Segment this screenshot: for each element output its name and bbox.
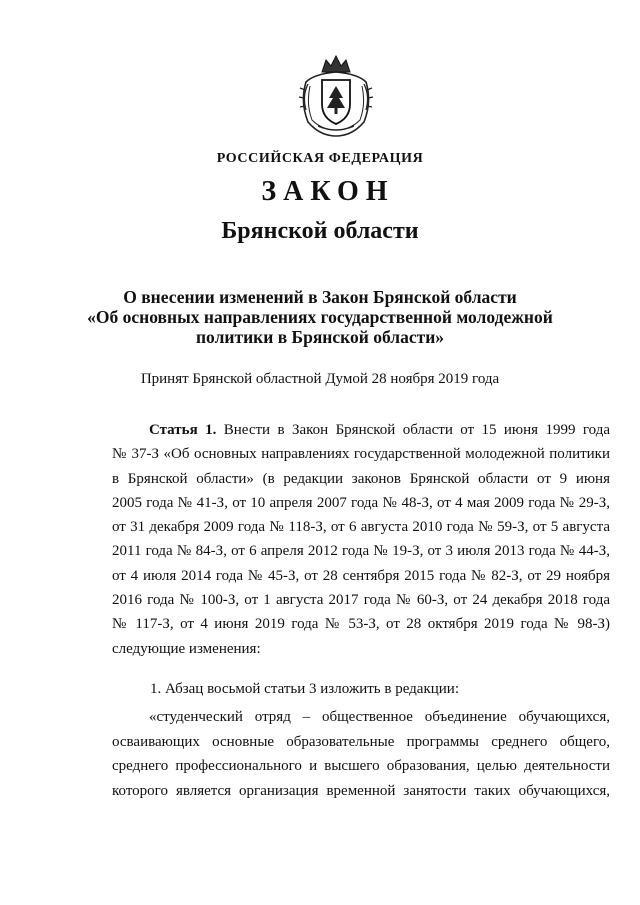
article-line: 2016 года № 100-З, от 1 августа 2017 года № 60-З, от 24 декабря 2018 года [112,592,610,609]
law-title-line: О внесении изменений в Закон Брянской области [123,287,517,307]
federation-header: РОССИЙСКАЯ ФЕДЕРАЦИЯ [216,151,424,166]
law-title-line: «Об основных направлениях государственной молодежной [87,307,553,327]
law-title [0,287,640,347]
law-heading: ЗАКОН [261,176,395,207]
article-line: от 31 декабря 2009 года № 118-З, от 6 августа 2010 года № 59-З, от 5 августа [112,519,610,536]
article-line: № 37-З «Об основных направлениях государственной молодежной политики [112,446,610,463]
item-1-text: 1. Абзац восьмой статьи 3 изложить в редакции: [150,681,459,697]
article-line: от 4 июля 2014 года № 45-З, от 28 сентября 2015 года № 82-З, от 29 ноября [112,567,610,584]
quote-line: которого является организация временной занятости таких обучающихся, [112,783,610,800]
adoption-note: Принят Брянской областной Думой 28 ноября 2019 года [140,371,500,387]
article-1-text [112,418,610,661]
article-line: 2005 года № 41-З, от 10 апреля 2007 года № 48-З, от 4 мая 2009 года № 29-З, [112,494,610,511]
article-line: следующие изменения: [112,640,261,657]
article-line: в Брянской области» (в редакции законов Брянской области от 9 июня [112,470,610,487]
quoted-text [112,705,610,804]
coat-of-arms-emblem [296,52,376,138]
quote-line: «студенческий отряд – общественное объединение обучающихся, [149,709,610,725]
quote-line: осваивающих основные образовательные программы среднего общего, [112,733,610,750]
quote-line: среднего профессионального и высшего образования, целью деятельности [112,758,610,775]
article-label: Статья 1. [149,422,217,438]
law-title-line: политики в Брянской области» [195,327,445,347]
article-line: № 117-З, от 4 июня 2019 года № 53-З, от 28 октября 2019 года № 98-З) [112,616,610,633]
article-line [112,418,610,442]
article-line: 2011 года № 84-З, от 6 апреля 2012 года № 19-З, от 3 июля 2013 года № 44-З, [112,543,610,560]
article-line-text: Внести в Закон Брянской области от 15 июня 1999 года [216,422,610,438]
region-heading: Брянской области [221,218,419,244]
